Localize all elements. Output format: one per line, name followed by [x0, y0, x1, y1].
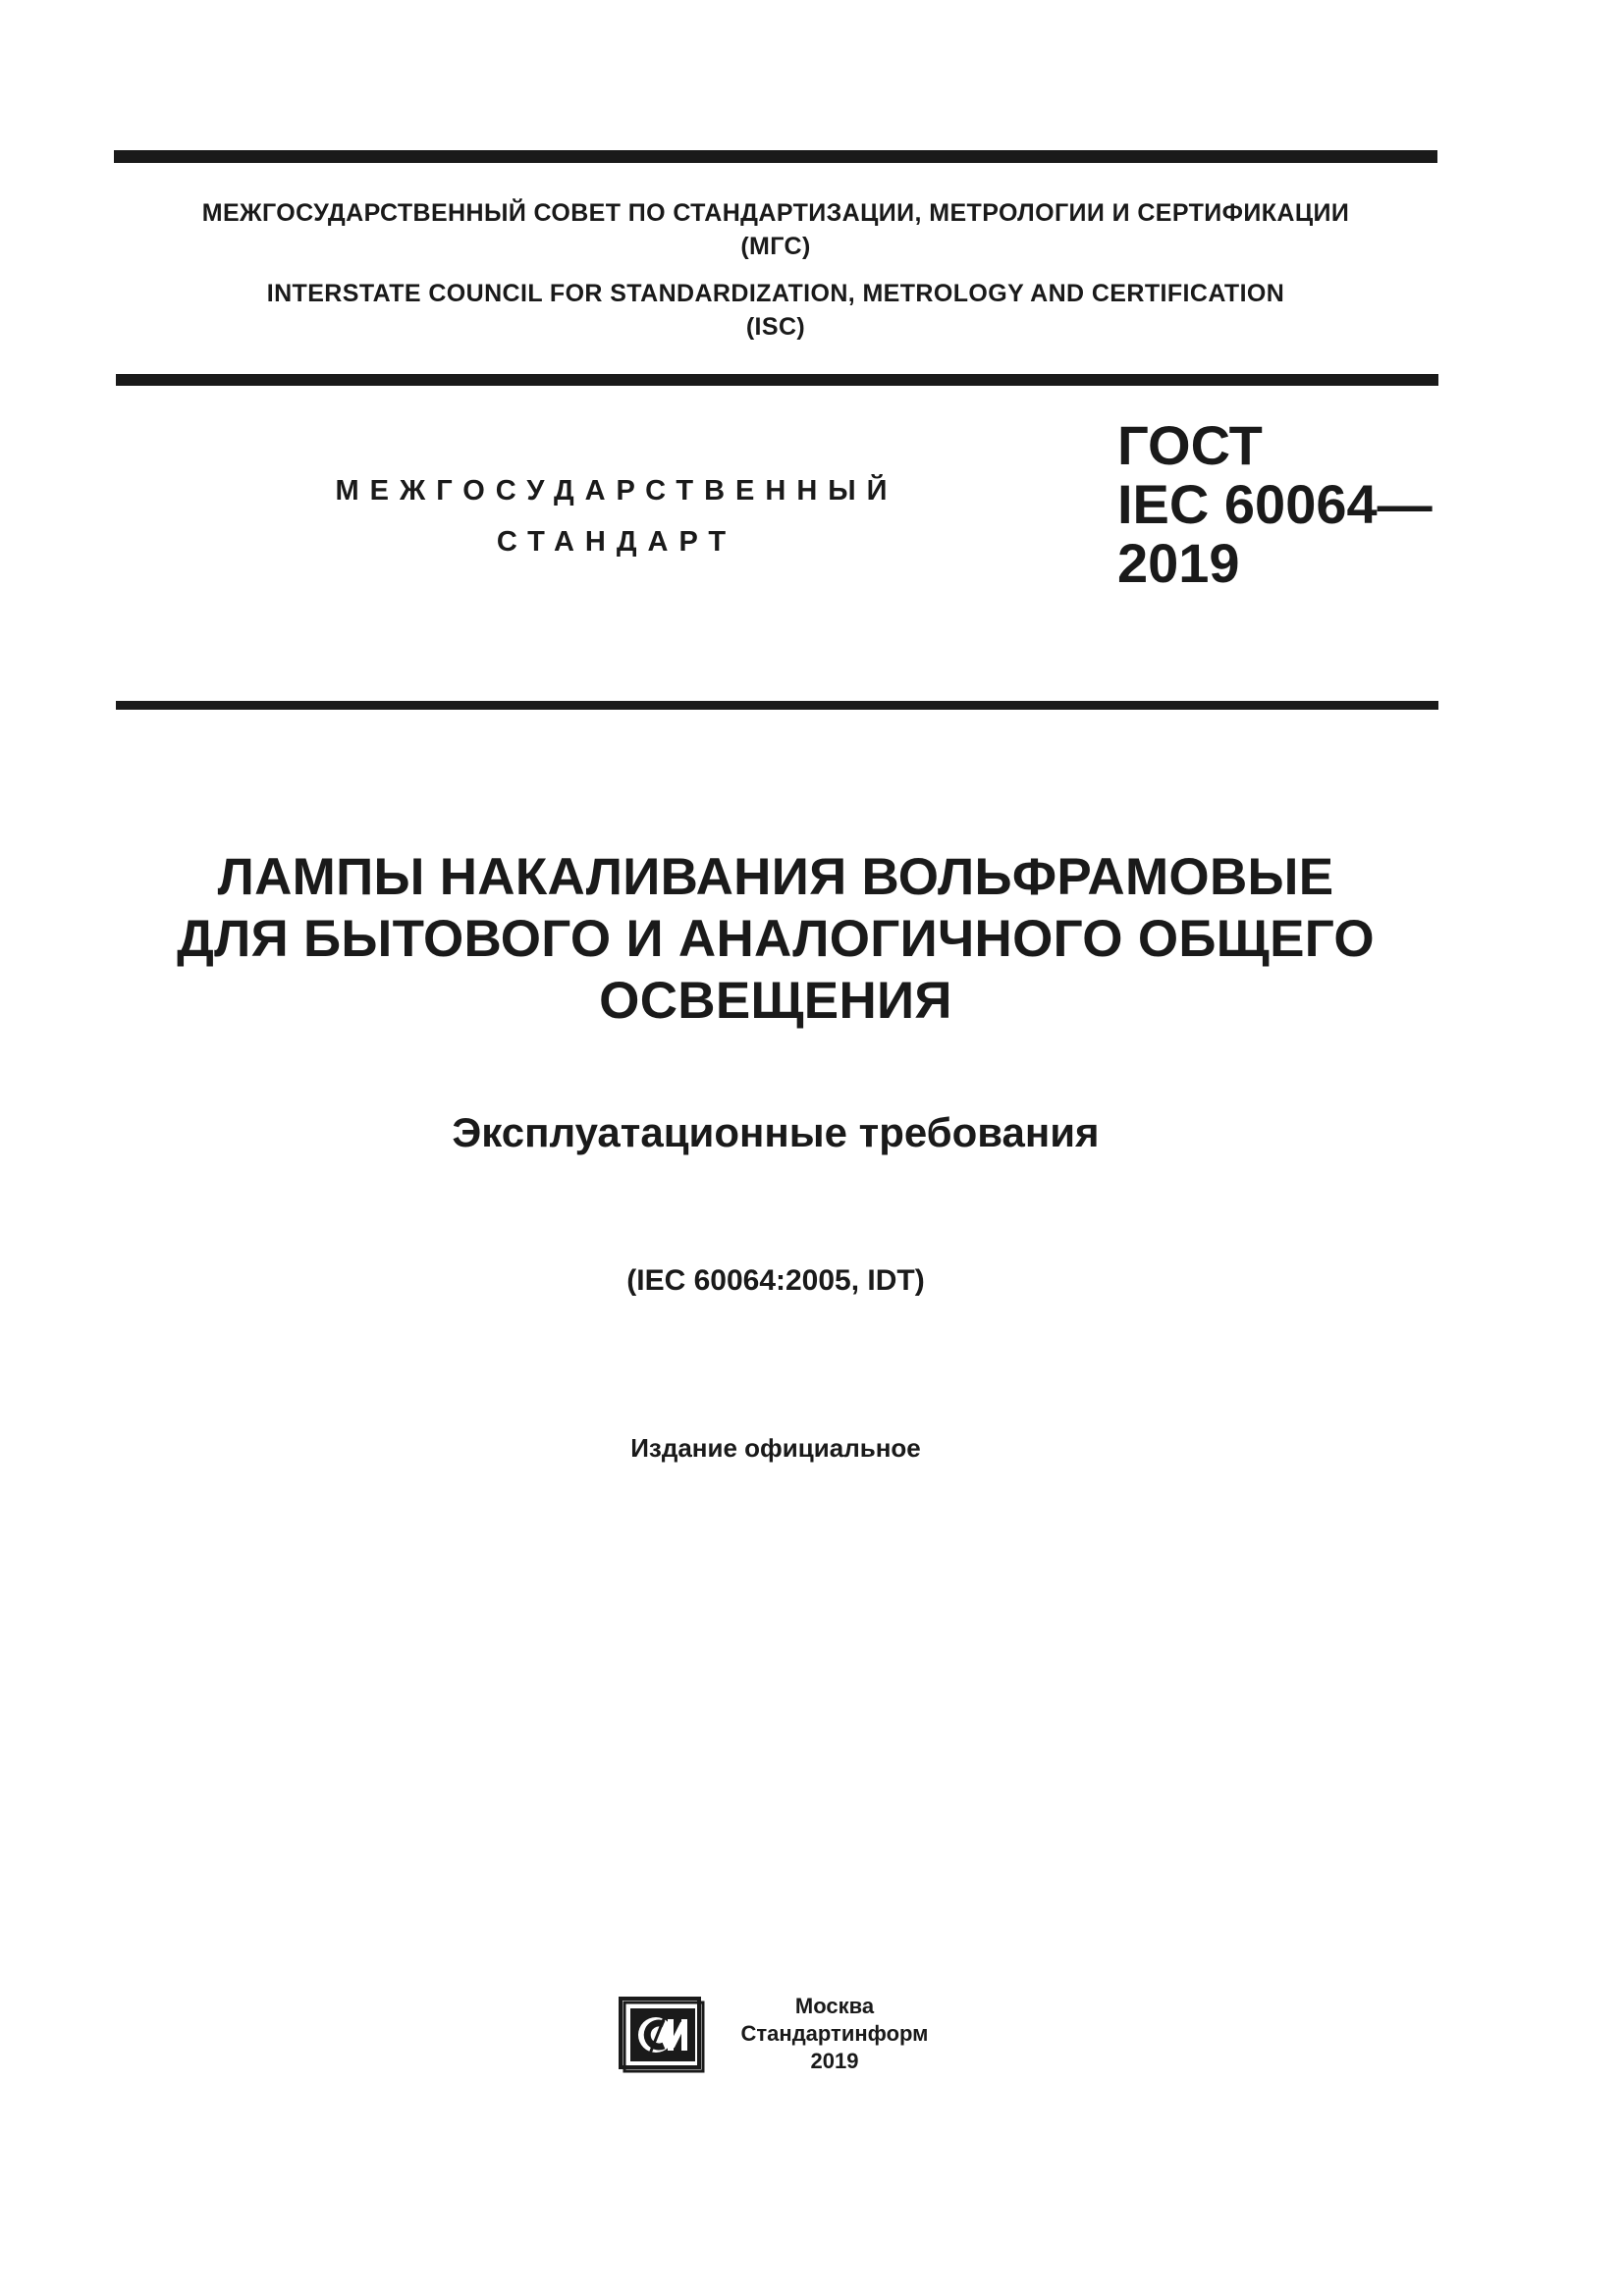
publisher-city: Москва	[794, 1994, 875, 2018]
council-en-line1: INTERSTATE COUNCIL FOR STANDARDIZATION, METROLOGY AND CERTIFICATION	[266, 280, 1285, 307]
council-ru-line1: МЕЖГОСУДАРСТВЕННЫЙ СОВЕТ ПО СТАНДАРТИЗАЦИИ, МЕТРОЛОГИИ И СЕРТИФИКАЦИИ	[201, 199, 1350, 227]
edition-label: Издание официальное	[630, 1433, 921, 1463]
document-title	[114, 846, 1437, 1032]
standard-number	[1117, 416, 1433, 593]
top-divider	[114, 150, 1437, 163]
middle-divider	[116, 374, 1438, 386]
publisher-year: 2019	[810, 2049, 859, 2073]
document-subtitle: Эксплуатационные требования	[452, 1109, 1100, 1155]
iec-reference: (IEC 60064:2005, IDT)	[626, 1264, 925, 1297]
title-line2: ДЛЯ БЫТОВОГО И АНАЛОГИЧНОГО ОБЩЕГО	[177, 910, 1375, 968]
council-name-en	[114, 277, 1437, 344]
standard-number-line1: ГОСТ	[1117, 414, 1263, 476]
council-name-ru	[114, 196, 1437, 263]
council-en-line2: (ISC)	[745, 313, 806, 341]
standartinform-logo-icon	[617, 1995, 711, 2075]
publisher-block	[717, 1993, 952, 2075]
title-line1: ЛАМПЫ НАКАЛИВАНИЯ ВОЛЬФРАМОВЫЕ	[217, 848, 1334, 906]
standard-type-line2: СТАНДАРТ	[496, 526, 737, 558]
standard-number-line3: 2019	[1117, 532, 1240, 594]
standard-type-line1: МЕЖГОСУДАРСТВЕННЫЙ	[335, 475, 898, 507]
publisher-name: Стандартинформ	[740, 2021, 929, 2046]
title-line3: ОСВЕЩЕНИЯ	[599, 972, 952, 1030]
council-ru-line2: (МГС)	[740, 233, 811, 260]
standard-number-line2: IEC 60064—	[1117, 473, 1433, 535]
lower-divider	[116, 701, 1438, 710]
